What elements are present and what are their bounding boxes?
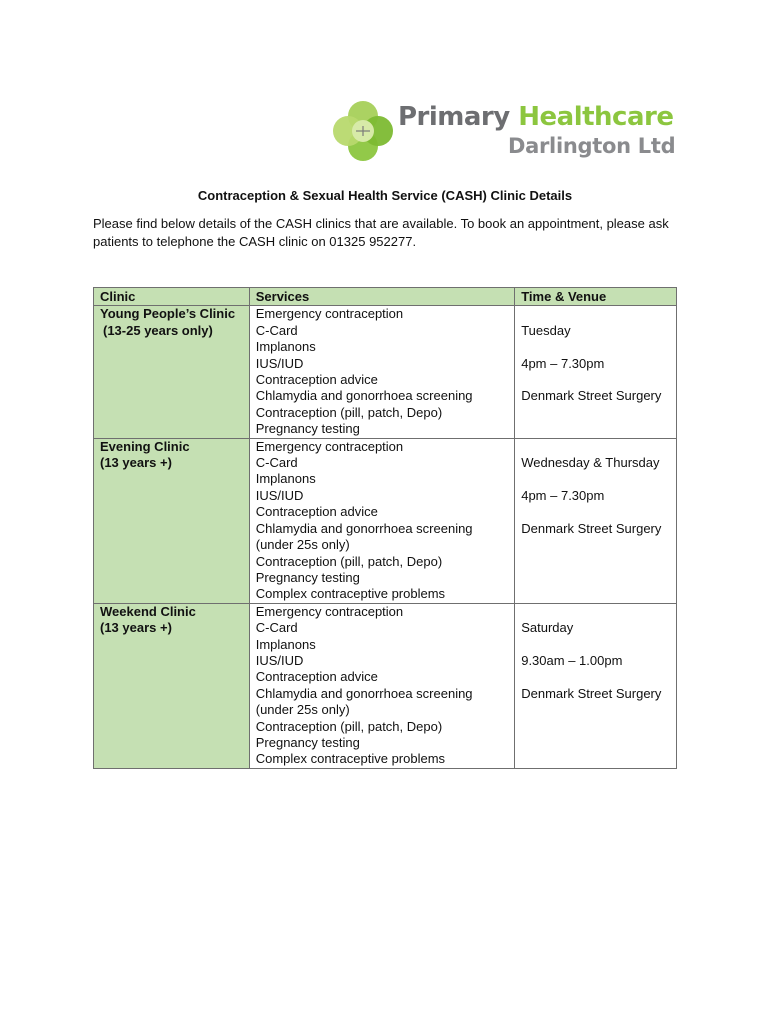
service-item: Contraception (pill, patch, Depo): [255, 404, 443, 420]
intro-paragraph: Please find below details of the CASH clinics that are available. To book an appointment, please ask patients to telephone the CASH clinic on 01325 952277.: [93, 216, 669, 249]
service-item: Pregnancy testing: [255, 734, 360, 750]
clinic-hours: 4pm – 7.30pm: [521, 487, 605, 503]
brand-logo: [330, 98, 676, 164]
table-row: [94, 438, 677, 603]
clinic-table: [93, 287, 677, 769]
clinic-day: Wednesday & Thursday: [521, 455, 660, 471]
time-venue-cell: [515, 438, 677, 603]
clinic-age: (13 years +): [100, 455, 172, 471]
service-item: Complex contraceptive problems: [255, 751, 446, 767]
clinic-age: (13 years +): [100, 620, 172, 636]
time-venue-cell: [515, 306, 677, 438]
brand-name: [398, 102, 673, 132]
service-item: Emergency contraception: [255, 438, 404, 454]
clinic-name: Evening Clinic: [100, 438, 190, 454]
clinic-cell: [94, 438, 250, 603]
table-row: [94, 306, 677, 438]
services-cell: [249, 438, 514, 603]
brand-name-primary: Primary: [398, 102, 510, 132]
clinic-name: Weekend Clinic: [100, 603, 196, 619]
time-venue-cell: [515, 603, 677, 768]
service-item: (under 25s only): [255, 537, 350, 553]
service-item: Chlamydia and gonorrhoea screening: [255, 388, 473, 404]
clinic-hours: 9.30am – 1.00pm: [521, 652, 623, 668]
service-item: Contraception advice: [255, 372, 378, 388]
service-item: Implanons: [255, 636, 316, 652]
service-item: Contraception advice: [255, 504, 378, 520]
service-item: C-Card: [255, 455, 298, 471]
brand-name-healthcare: Healthcare: [518, 102, 674, 132]
header-services: Services: [249, 288, 514, 306]
service-item: Emergency contraception: [255, 306, 404, 322]
service-item: Complex contraceptive problems: [255, 586, 446, 602]
clinic-age: (13-25 years only): [103, 322, 213, 338]
clinic-hours: 4pm – 7.30pm: [521, 355, 605, 371]
clinic-cell: [94, 306, 250, 438]
table-header-row: [94, 288, 677, 306]
clinic-venue: Denmark Street Surgery: [521, 520, 662, 536]
service-item: Implanons: [255, 339, 316, 355]
service-item: Emergency contraception: [255, 603, 404, 619]
table-row: [94, 603, 677, 768]
clinic-day: Saturday: [521, 620, 574, 636]
service-item: Contraception advice: [255, 669, 378, 685]
service-item: Contraception (pill, patch, Depo): [255, 553, 443, 569]
service-item: Implanons: [255, 471, 316, 487]
service-item: Pregnancy testing: [255, 421, 360, 437]
service-item: C-Card: [255, 322, 298, 338]
brand-subname: Darlington Ltd: [508, 134, 676, 158]
service-item: IUS/IUD: [255, 355, 304, 371]
document-title: Contraception & Sexual Health Service (CASH) Clinic Details: [197, 188, 573, 203]
clinic-venue: Denmark Street Surgery: [521, 685, 662, 701]
services-cell: [249, 306, 514, 438]
service-item: Pregnancy testing: [255, 569, 360, 585]
service-item: (under 25s only): [255, 702, 350, 718]
clinic-cell: [94, 603, 250, 768]
header-clinic: Clinic: [94, 288, 250, 306]
service-item: IUS/IUD: [255, 652, 304, 668]
service-item: C-Card: [255, 620, 298, 636]
clinic-venue: Denmark Street Surgery: [521, 388, 662, 404]
four-circle-cluster-logo-icon: [330, 98, 396, 164]
service-item: IUS/IUD: [255, 487, 304, 503]
service-item: Chlamydia and gonorrhoea screening: [255, 520, 473, 536]
header-time-venue: Time & Venue: [515, 288, 677, 306]
clinic-day: Tuesday: [521, 322, 571, 338]
services-cell: [249, 603, 514, 768]
service-item: Contraception (pill, patch, Depo): [255, 718, 443, 734]
clinic-name: Young People’s Clinic: [100, 306, 236, 322]
service-item: Chlamydia and gonorrhoea screening: [255, 685, 473, 701]
